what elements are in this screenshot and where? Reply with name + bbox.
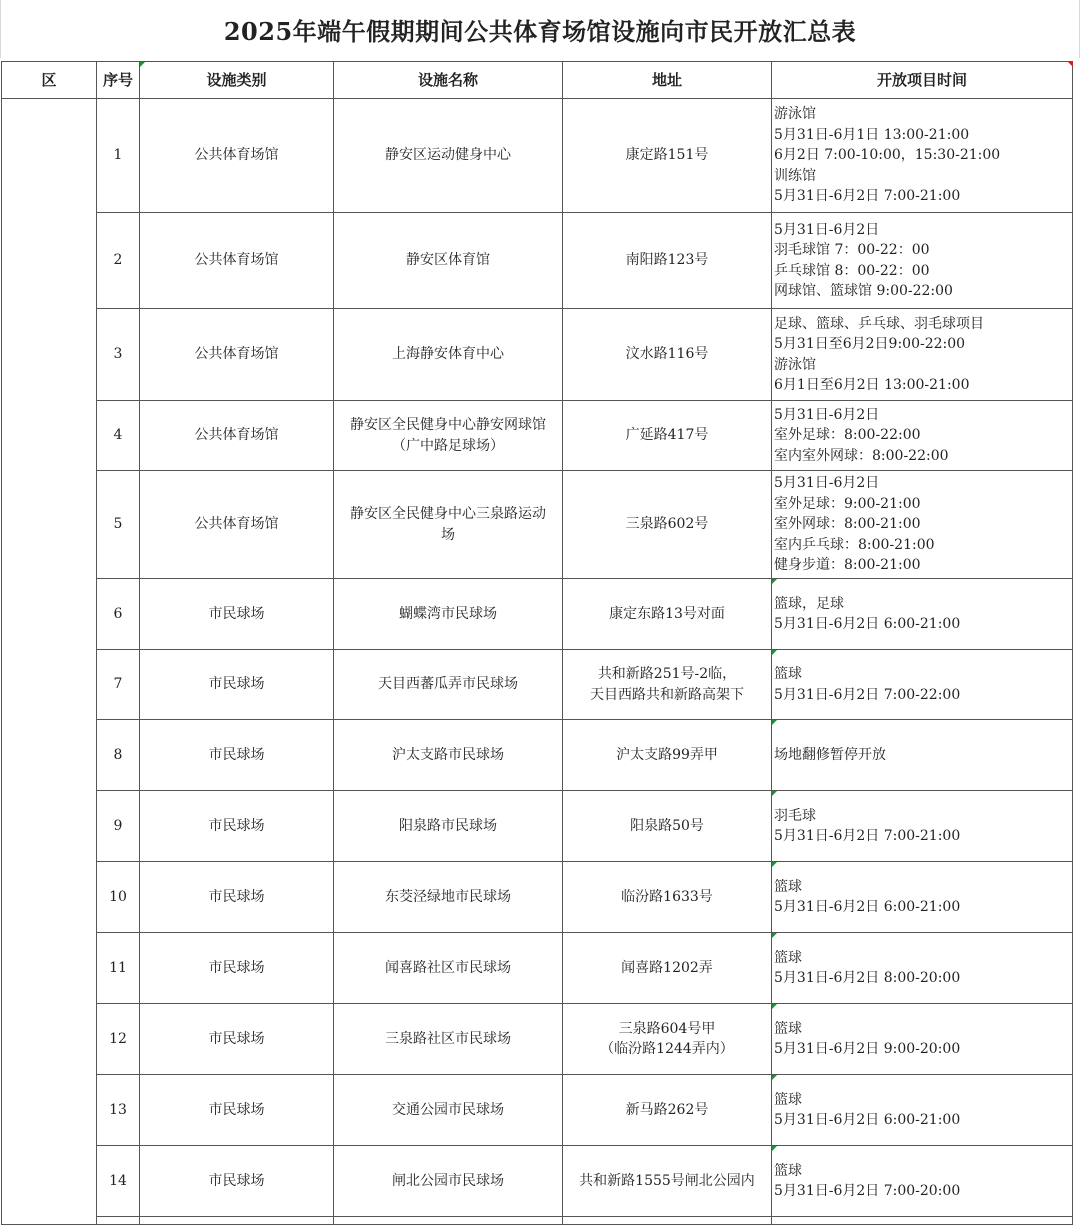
category-line: 市民球场 (208, 1030, 265, 1047)
address-line: 三泉路604号甲 (618, 1020, 716, 1037)
header-district[interactable]: 区 (2, 62, 97, 99)
table-row (2, 1217, 1073, 1225)
empty-cell[interactable] (334, 1217, 563, 1225)
table-row (2, 1004, 1073, 1075)
hours-cell[interactable] (772, 720, 1073, 791)
index-cell[interactable] (97, 579, 140, 650)
name-line: 上海静安体育中心 (392, 346, 504, 363)
table-row (2, 99, 1073, 213)
index-cell[interactable] (97, 650, 140, 720)
address-line: 天目西路共和新路高架下 (590, 686, 744, 703)
hours-line: 训练馆 (774, 167, 816, 184)
header-name[interactable]: 设施名称 (334, 62, 563, 99)
hours-line: 场地翻修暂停开放 (774, 746, 886, 763)
table-row (2, 720, 1073, 791)
category-line: 公共体育场馆 (194, 427, 279, 444)
cell-marker (772, 791, 777, 796)
empty-cell[interactable] (97, 1217, 140, 1225)
title-row (0, 0, 1080, 58)
name-line: 东茭泾绿地市民球场 (385, 888, 511, 905)
corner-marker (1067, 61, 1073, 67)
hours-line: 5月31日-6月2日 9:00-20:00 (774, 1041, 961, 1057)
hours-line: 游泳馆 (774, 106, 816, 123)
hours-line: 5月31日-6月2日 8:00-20:00 (774, 970, 961, 986)
table-row (2, 471, 1073, 579)
address-cell[interactable] (563, 791, 772, 862)
index-cell[interactable] (97, 1146, 140, 1217)
name-line: 场 (441, 526, 455, 543)
index-line: 2 (113, 252, 123, 269)
address-cell[interactable] (563, 1004, 772, 1075)
cell-marker (772, 933, 777, 938)
index-line: 8 (113, 746, 123, 763)
hours-cell[interactable] (772, 471, 1073, 579)
category-line: 市民球场 (208, 817, 265, 834)
category-line: 公共体育场馆 (194, 516, 279, 533)
hours-line: 健身步道：8:00-21:00 (774, 557, 921, 574)
name-cell[interactable] (334, 720, 563, 791)
cell-marker (772, 862, 777, 867)
hours-line: 羽毛球馆 7：00-22：00 (774, 242, 930, 258)
table-row (2, 862, 1073, 933)
category-cell[interactable] (140, 791, 334, 862)
index-cell[interactable] (97, 309, 140, 401)
hours-cell[interactable] (772, 309, 1073, 401)
cell-marker (772, 579, 777, 584)
name-cell[interactable] (334, 471, 563, 579)
hours-line: 篮球 (774, 878, 802, 895)
hours-line: 室外足球：9:00-21:00 (774, 495, 921, 512)
hours-line: 室外足球：8:00-22:00 (774, 427, 921, 444)
address-cell[interactable] (563, 720, 772, 791)
table-row (2, 933, 1073, 1004)
hours-line: 篮球 (774, 666, 802, 682)
hours-line: 5月31日-6月2日 6:00-21:00 (774, 616, 961, 632)
cell-marker (772, 1075, 777, 1080)
hours-line: 5月31日-6月2日 7:00-20:00 (774, 1183, 961, 1199)
header-category[interactable]: 设施类别 (140, 62, 334, 99)
name-line: 静安区全民健身中心三泉路运动 (350, 506, 546, 522)
category-cell[interactable] (140, 309, 334, 401)
hours-line: 5月31日-6月2日 (774, 406, 880, 423)
index-line: 14 (109, 1172, 127, 1189)
category-cell[interactable] (140, 933, 334, 1004)
address-line: 新马路262号 (625, 1101, 709, 1118)
hours-line: 5月31日-6月1日 13:00-21:00 (774, 126, 970, 143)
category-line: 市民球场 (208, 1101, 265, 1118)
address-cell[interactable] (563, 862, 772, 933)
address-cell[interactable] (563, 309, 772, 401)
address-line: 临汾路1633号 (621, 888, 713, 905)
hours-line: 篮球 (774, 1162, 802, 1179)
hours-line: 羽毛球 (774, 807, 816, 824)
category-line: 市民球场 (208, 888, 265, 905)
name-line: 三泉路社区市民球场 (385, 1030, 511, 1047)
hours-line: 网球馆、篮球馆 9:00-22:00 (774, 283, 953, 299)
index-cell[interactable] (97, 933, 140, 1004)
index-cell[interactable] (97, 99, 140, 213)
address-cell[interactable] (563, 471, 772, 579)
index-cell[interactable] (97, 471, 140, 579)
address-line: 共和新路251号-2临， (597, 666, 737, 682)
category-cell[interactable] (140, 401, 334, 471)
hours-cell[interactable] (772, 99, 1073, 213)
name-cell[interactable] (334, 401, 563, 471)
index-cell[interactable] (97, 720, 140, 791)
category-cell[interactable] (140, 1146, 334, 1217)
index-line: 7 (113, 676, 123, 693)
facility-table (1, 61, 1073, 1225)
hours-cell[interactable] (772, 1146, 1073, 1217)
index-cell[interactable] (97, 862, 140, 933)
name-cell[interactable] (334, 99, 563, 213)
hours-line: 6月1日至6月2日 13:00-21:00 (774, 377, 970, 393)
index-cell[interactable] (97, 1075, 140, 1146)
name-cell[interactable] (334, 579, 563, 650)
hours-line: 6月2日 7:00-10:00，15:30-21:00 (774, 147, 1001, 164)
header-index[interactable]: 序号 (97, 62, 140, 99)
name-cell[interactable] (334, 309, 563, 401)
hours-cell[interactable] (772, 213, 1073, 309)
hours-line: 游泳馆 (774, 356, 816, 373)
address-line: 闻喜路1202弄 (621, 959, 713, 976)
category-cell[interactable] (140, 720, 334, 791)
table-row (2, 1146, 1073, 1217)
address-line: 沪太支路99弄甲 (616, 746, 718, 763)
address-line: 汶水路116号 (625, 346, 709, 363)
empty-cell[interactable] (772, 1217, 1073, 1225)
name-cell[interactable] (334, 1146, 563, 1217)
category-cell[interactable] (140, 1075, 334, 1146)
name-cell[interactable] (334, 933, 563, 1004)
category-cell[interactable] (140, 579, 334, 650)
table-row (2, 213, 1073, 309)
category-line: 市民球场 (208, 676, 265, 693)
index-line: 13 (109, 1101, 127, 1118)
name-line: 闸北公园市民球场 (392, 1172, 504, 1189)
empty-cell[interactable] (563, 1217, 772, 1225)
index-line: 9 (113, 817, 123, 834)
index-line: 11 (109, 959, 127, 976)
address-cell[interactable] (563, 579, 772, 650)
index-line: 1 (113, 147, 123, 164)
cell-marker (772, 1004, 777, 1009)
hours-line: 篮球 (774, 1091, 802, 1108)
category-cell[interactable] (140, 650, 334, 720)
hours-line: 5月31日-6月2日 7:00-22:00 (774, 686, 961, 703)
table-row (2, 1075, 1073, 1146)
hours-cell[interactable] (772, 579, 1073, 650)
index-cell[interactable] (97, 213, 140, 309)
hours-line: 5月31日-6月2日 7:00-21:00 (774, 188, 961, 205)
index-cell[interactable] (97, 791, 140, 862)
hours-line: 5月31日-6月2日 (774, 475, 880, 492)
address-cell[interactable] (563, 99, 772, 213)
name-cell[interactable] (334, 791, 563, 862)
empty-cell[interactable] (140, 1217, 334, 1225)
cell-marker (140, 62, 145, 67)
index-line: 6 (113, 605, 123, 622)
table-row (2, 579, 1073, 650)
hours-cell[interactable] (772, 650, 1073, 720)
name-line: 闻喜路社区市民球场 (385, 959, 511, 976)
hours-cell[interactable] (772, 791, 1073, 862)
hours-line: 篮球，足球 (774, 595, 844, 612)
cell-marker (772, 650, 777, 655)
index-cell[interactable] (97, 401, 140, 471)
index-line: 4 (113, 427, 123, 444)
index-line: 12 (109, 1030, 127, 1047)
address-line: 康定东路13号对面 (609, 605, 725, 622)
category-cell[interactable] (140, 99, 334, 213)
table-row (2, 791, 1073, 862)
hours-cell[interactable] (772, 1004, 1073, 1075)
hours-line: 5月31日-6月2日 (774, 221, 880, 238)
hours-line: 乒乓球馆 8：00-22：00 (774, 262, 930, 279)
table-row (2, 309, 1073, 401)
hours-cell[interactable] (772, 401, 1073, 471)
address-cell[interactable] (563, 933, 772, 1004)
hours-cell[interactable] (772, 933, 1073, 1004)
name-line: 静安区体育馆 (406, 252, 490, 269)
category-line: 市民球场 (208, 746, 265, 763)
name-line: 静安区全民健身中心静安网球馆 (350, 417, 546, 433)
name-cell[interactable] (334, 862, 563, 933)
category-line: 公共体育场馆 (194, 252, 279, 269)
header-row (2, 62, 1073, 99)
name-line: 天目西蕃瓜弄市民球场 (378, 676, 518, 693)
hours-line: 5月31日-6月2日 6:00-21:00 (774, 899, 961, 915)
category-line: 公共体育场馆 (194, 147, 279, 164)
hours-line: 室内乒乓球：8:00-21:00 (774, 536, 935, 553)
name-cell[interactable] (334, 213, 563, 309)
category-cell[interactable] (140, 862, 334, 933)
category-cell[interactable] (140, 471, 334, 579)
address-line: 康定路151号 (625, 147, 709, 164)
name-line: 沪太支路市民球场 (392, 746, 504, 763)
hours-cell[interactable] (772, 1075, 1073, 1146)
index-line: 3 (113, 346, 123, 363)
table-body (2, 99, 1073, 1225)
hours-line: 5月31日-6月2日 6:00-21:00 (774, 1112, 961, 1128)
address-line: （临汾路1244弄内） (600, 1041, 734, 1057)
hours-line: 篮球 (774, 949, 802, 966)
hours-line: 篮球 (774, 1020, 802, 1037)
category-line: 公共体育场馆 (194, 346, 279, 363)
hours-line: 室外网球：8:00-21:00 (774, 516, 921, 533)
address-line: 阳泉路50号 (630, 817, 704, 834)
address-cell[interactable] (563, 1075, 772, 1146)
index-cell[interactable] (97, 1004, 140, 1075)
address-line: 三泉路602号 (625, 516, 709, 533)
header-address[interactable]: 地址 (563, 62, 772, 99)
address-cell[interactable] (563, 1146, 772, 1217)
district-cell[interactable] (2, 99, 97, 1225)
category-cell[interactable] (140, 1004, 334, 1075)
hours-cell[interactable] (772, 862, 1073, 933)
category-line: 市民球场 (208, 959, 265, 976)
cell-marker (772, 1146, 777, 1151)
table-row (2, 401, 1073, 471)
name-line: 静安区运动健身中心 (385, 147, 511, 164)
name-line: 阳泉路市民球场 (399, 817, 497, 834)
page-title: 2025年端午假期期间公共体育场馆设施向市民开放汇总表 (223, 16, 857, 46)
name-line: 交通公园市民球场 (392, 1101, 504, 1118)
name-cell[interactable] (334, 650, 563, 720)
hours-line: 足球、篮球、乒乓球、羽毛球项目 (774, 315, 984, 332)
hours-line: 5月31日至6月2日9:00-22:00 (774, 336, 966, 352)
hours-line: 室内室外网球：8:00-22:00 (774, 447, 949, 464)
header-hours[interactable]: 开放项目时间 (772, 62, 1073, 99)
cell-marker (772, 720, 777, 725)
name-cell[interactable] (334, 1075, 563, 1146)
category-line: 市民球场 (208, 605, 265, 622)
index-line: 10 (109, 888, 127, 905)
hours-line: 5月31日-6月2日 7:00-21:00 (774, 828, 961, 844)
index-line: 5 (113, 516, 123, 533)
table-row (2, 650, 1073, 720)
address-line: 共和新路1555号闸北公园内 (579, 1172, 755, 1189)
address-line: 广延路417号 (625, 427, 709, 444)
name-line: （广中路足球场） (392, 437, 504, 454)
category-cell[interactable] (140, 213, 334, 309)
category-line: 市民球场 (208, 1172, 265, 1189)
address-cell[interactable] (563, 213, 772, 309)
name-line: 蝴蝶湾市民球场 (399, 605, 497, 622)
address-cell[interactable] (563, 401, 772, 471)
name-cell[interactable] (334, 1004, 563, 1075)
address-cell[interactable] (563, 650, 772, 720)
address-line: 南阳路123号 (625, 252, 709, 269)
